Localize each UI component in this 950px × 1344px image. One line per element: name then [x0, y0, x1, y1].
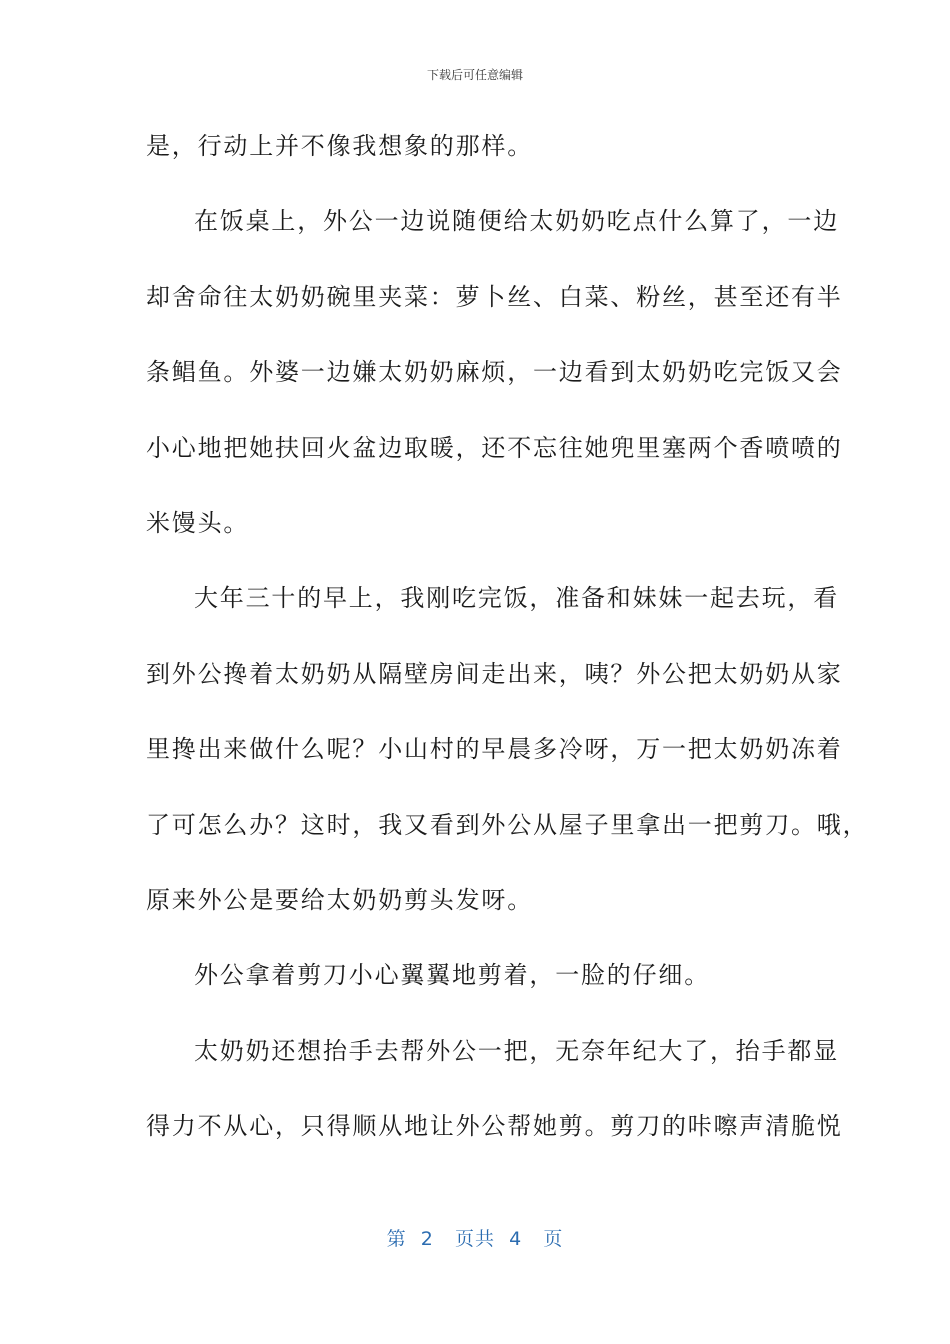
- text-line: 条鲳鱼。外婆一边嫌太奶奶麻烦，一边看到太奶奶吃完饭又会: [146, 358, 843, 387]
- footer-prefix: 第: [386, 1228, 407, 1250]
- footer-total-pages: 4: [509, 1228, 523, 1250]
- page-header-note: 下载后可任意编辑: [426, 68, 523, 82]
- text-line: 小心地把她扶回火盆边取暖，还不忘往她兜里塞两个香喷喷的: [146, 433, 843, 462]
- text-line: 米馒头。: [146, 508, 250, 537]
- text-line: 到外公搀着太奶奶从隔壁房间走出来，咦？外公把太奶奶从家: [146, 659, 843, 688]
- text-line: 在饭桌上，外公一边说随便给太奶奶吃点什么算了，一边: [194, 207, 839, 236]
- footer-page-number: 2: [420, 1228, 434, 1250]
- text-line: 是，行动上并不像我想象的那样。: [146, 132, 533, 160]
- page-footer: [0, 1224, 950, 1251]
- text-line: 了可怎么办？这时，我又看到外公从屋子里拿出一把剪刀。哦，: [146, 810, 869, 839]
- text-line: 得力不从心，只得顺从地让外公帮她剪。剪刀的咔嚓声清脆悦: [146, 1112, 843, 1141]
- text-line: 里搀出来做什么呢？小山村的早晨多冷呀，万一把太奶奶冻着: [146, 735, 843, 764]
- document-body: [146, 126, 869, 1181]
- text-line: 却舍命往太奶奶碗里夹菜：萝卜丝、白菜、粉丝，甚至还有半: [146, 282, 843, 311]
- text-line: 外公拿着剪刀小心翼翼地剪着，一脸的仔细。: [194, 961, 710, 990]
- footer-middle: 页共: [454, 1228, 495, 1250]
- text-line: 太奶奶还想抬手去帮外公一把，无奈年纪大了，抬手都显: [194, 1036, 839, 1065]
- text-line: 大年三十的早上，我刚吃完饭，准备和妹妹一起去玩，看: [194, 584, 839, 613]
- footer-suffix: 页: [543, 1228, 564, 1250]
- text-line: 原来外公是要给太奶奶剪头发呀。: [146, 885, 533, 914]
